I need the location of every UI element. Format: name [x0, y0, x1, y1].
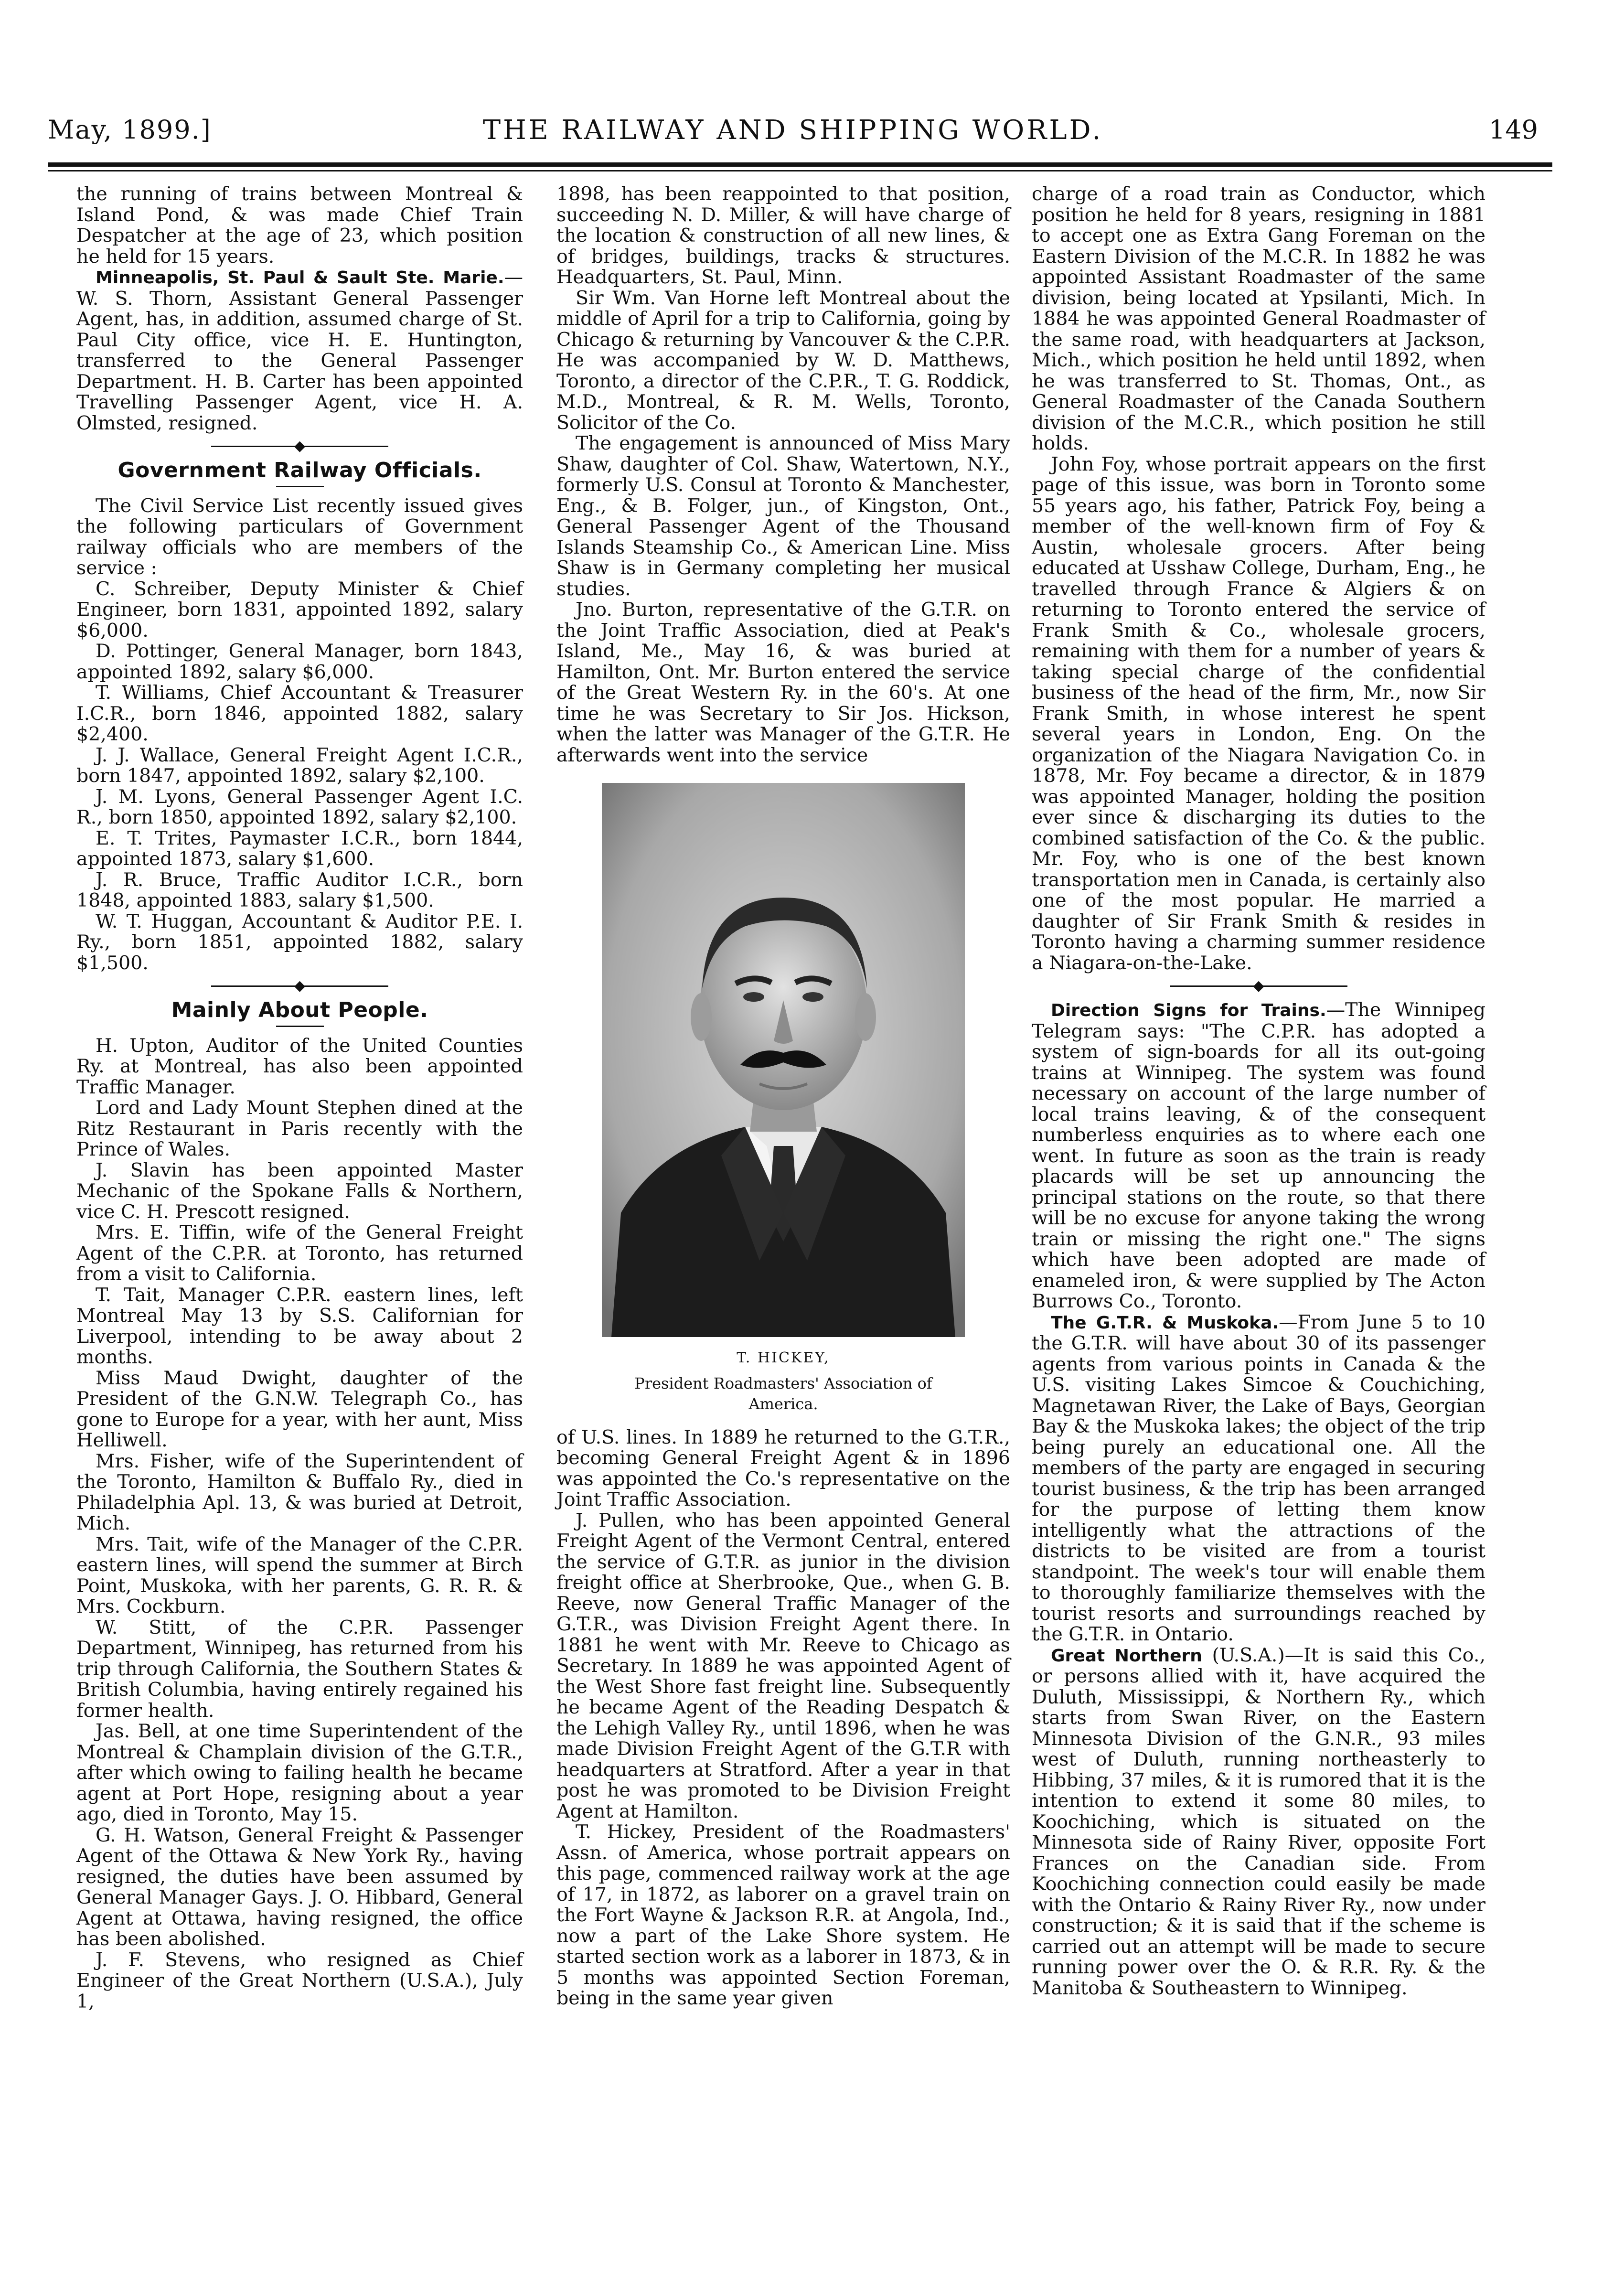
people-item: G. H. Watson, General Freight & Passenger Agent of the Ottawa & New York Ry., having resigned, the duties have been assumed by General Manager Gays. J. O. Hibbard, General Agent at Ottawa, having resigned, the office has been abolished. [76, 1824, 523, 1950]
section-divider: ◆ [76, 978, 523, 993]
column-1 [76, 184, 523, 2012]
section-divider: ◆ [1032, 978, 1485, 993]
portrait-caption-role: President Roadmasters' Association of America. [634, 1374, 932, 1413]
article-paragraph: Sir Wm. Van Horne left Montreal about the middle of April for a trip to California, going by Chicago & returning by Vancouver & the C.P.R. He was accompanied by W. D. Matthews, Toronto, a director of the C.P.R., T. G. Roddick, M.D., Montreal, & R. M. Wells, Toronto, Solicitor of the Co. [556, 287, 1010, 434]
people-item: Mrs. Fisher, wife of the Superintendent of the Toronto, Hamilton & Buffalo Ry., died in Philadelphia Apl. 13, & was buried at Detroit, Mich. [76, 1450, 523, 1534]
direction-signs-item [1032, 1000, 1485, 1312]
people-item: J. Slavin has been appointed Master Mechanic of the Spokane Falls & Northern, vice C. H. Prescott resigned. [76, 1159, 523, 1223]
people-item: Jas. Bell, at one time Superintendent of the Montreal & Champlain division of the G.T.R., after which owing to failing health he became agent at Port Hope, resigning about a year ago, died in Toronto, May 15. [76, 1720, 523, 1825]
people-item: W. Stitt, of the C.P.R. Passenger Department, Winnipeg, has returned from his trip through California, the Southern States & British Columbia, having entirely regained his former health. [76, 1616, 523, 1722]
article-paragraph: 1898, has been reappointed to that position, succeeding N. D. Miller, & will have charge of the location & construction of all new lines, & of bridges, buildings, tracks & structures. Headquarters, St. Paul, Minn. [556, 183, 1010, 288]
heading-rule [276, 1026, 324, 1027]
gtr-muskoka-item [1032, 1312, 1485, 1645]
gov-item: C. Schreiber, Deputy Minister & Chief Engineer, born 1831, appointed 1892, salary $6,000. [76, 578, 523, 642]
people-item: T. Tait, Manager C.P.R. eastern lines, left Montreal May 13 by S.S. Californian for Liverpool, intending to be away about 2 months. [76, 1284, 523, 1368]
gov-item: E. T. Trites, Paymaster I.C.R., born 1844, appointed 1873, salary $1,600. [76, 827, 523, 870]
column-3 [1032, 184, 1485, 1999]
item-text: —From June 5 to 10 the G.T.R. will have about 30 of its passenger agents from various points in Canada & the U.S. visiting Lakes Simcoe & Couchiching, Magnetawan River, the Lake of Bays, Georgian Bay & the Muskoka lakes; the object of the trip being purely an educational one. All the members of the party are engaged in securing tourist business, & the trip has been arranged for the purpose of letting them know intelligently what the attractions of the districts to be visited are from a tourist standpoint. The week's tour will enable them to thoroughly familiarize themselves with the tourist resorts and surroundings reached by the G.T.R. in Ontario. [1032, 1311, 1485, 1645]
gov-item: W. T. Huggan, Accountant & Auditor P.E. I. Ry., born 1851, appointed 1882, salary $1,500. [76, 910, 523, 974]
people-item: J. F. Stevens, who resigned as Chief Engineer of the Great Northern (U.S.A.), July 1, [76, 1948, 523, 2012]
item-text: (U.S.A.)—It is said this Co., or persons allied with it, have acquired the Duluth, Mississippi, & Northern Ry., which starts from Swan River, on the Eastern Minnesota Division of the G.N.R., 93 miles west of Duluth, running northeasterly to Hibbing, 37 miles, & it is rumored that it is the intention to extend it some 80 miles, to Koochiching, which is situated on the Minnesota side of Rainy River, opposite Fort Frances on the Canadian side. From Koochiching connection could easily be made with the Ontario & Rainy River Ry., now under construction; & it is said that if the scheme is carried out an attempt will be made to secure running power over the O. & R.R. Ry. & the Manitoba & Southeastern to Winnipeg. [1032, 1644, 1485, 1999]
article-paragraph: of U.S. lines. In 1889 he returned to the G.T.R., becoming General Freight Agent & in 1896 was appointed the Co.'s representative on the Joint Traffic Association. [556, 1426, 1010, 1510]
article-paragraph: John Foy, whose portrait appears on the first page of this issue, was born in Toronto some 55 years ago, his father, Patrick Foy, being a member of the well-known firm of Foy & Austin, wholesale grocers. After being educated at Usshaw College, Durham, Eng., he travelled through France & Algiers & on returning to Toronto entered the service of Frank Smith & Co., wholesale grocers, remaining with them for a number of years & taking special charge of the confidential business of the head of the firm, Mr., now Sir Frank Smith, in whose interest he spent several years in London, Eng. On the organization of the Niagara Navigation Co. in 1878, Mr. Foy became a director, & in 1879 was appointed Manager, holding the position ever since & discharging its duties to the combined satisfaction of the Co. & the public. Mr. Foy, who is one of the best known transportation men in Canada, is certainly also one of the most popular. He married a daughter of Sir Frank Smith & resides in Toronto having a charming summer residence a Niagara-on-the-Lake. [1032, 453, 1485, 974]
section-divider: ◆ [76, 439, 523, 453]
column-2 [556, 184, 1010, 2009]
item-lead: The G.T.R. & Muskoka. [1051, 1313, 1279, 1333]
people-item: H. Upton, Auditor of the United Counties Ry. at Montreal, has also been appointed Traffic Manager. [76, 1034, 523, 1098]
page-number: 149 [1488, 115, 1538, 145]
intro-paragraph: the running of trains between Montreal & Island Pond, & was made Chief Train Despatcher at the age of 23, which position he held for 15 years. [76, 183, 523, 268]
item-lead: Minneapolis, St. Paul & Sault Ste. Marie. [96, 268, 504, 288]
article-paragraph: T. Hickey, President of the Roadmasters' Assn. of America, whose portrait appears on this page, commenced railway work at the age of 17, in 1872, as laborer on a gravel train on the Fort Wayne & Jackson R.R. at Angola, Ind., now a part of the Lake Shore system. He started section work as a laborer in 1873, & in 5 months was appointed Section Foreman, being in the same year given [556, 1821, 1010, 2009]
portrait-caption-name: T. HICKEY, [737, 1349, 830, 1366]
gov-item: D. Pottinger, General Manager, born 1843, appointed 1892, salary $6,000. [76, 640, 523, 683]
people-item: Mrs. Tait, wife of the Manager of the C.P.R. eastern lines, will spend the summer at Birch Point, Muskoka, with her parents, G. R. R. & Mrs. Cockburn. [76, 1533, 523, 1617]
gov-item: J. M. Lyons, General Passenger Agent I.C. R., born 1850, appointed 1892, salary $2,100. [76, 785, 523, 828]
section-heading-people: Mainly About People. [171, 998, 428, 1022]
minneapolis-item [76, 267, 523, 434]
gov-item: T. Williams, Chief Accountant & Treasurer I.C.R., born 1846, appointed 1882, salary $2,400. [76, 682, 523, 745]
people-item: Miss Maud Dwight, daughter of the President of the G.N.W. Telegraph Co., has gone to Europe for a year, with her aunt, Miss Helliwell. [76, 1367, 523, 1451]
portrait-figure [602, 783, 965, 1415]
item-text: —The Winnipeg Telegram says: "The C.P.R. has adopted a system of sign-boards for all its out-going trains at Winnipeg. The system was found necessary on account of the large number of local trains leaving, & of the consequent numberless enquiries as to where each one went. In future as soon as the train is ready placards will be set up announcing the principal stations on the route, so that there will be no excuse for anyone taking the wrong train or missing the right one." The signs which have been adopted are made of enameled iron, & were supplied by The Acton Burrows Co., Toronto. [1032, 999, 1485, 1312]
item-lead: Direction Signs for Trains. [1051, 1001, 1326, 1020]
issue-date: May, 1899.] [48, 115, 212, 145]
article-paragraph: charge of a road train as Conductor, which position he held for 8 years, resigning in 1881 to accept one as Extra Gang Foreman on the Eastern Division of the M.C.R. In 1882 he was appointed Assistant Roadmaster of the same division, being located at Ypsilanti, Mich. In 1884 he was appointed General Roadmaster of the same road, with headquarters at Jackson, Mich., which position he held until 1892, when he was transferred to St. Thomas, Ont., as General Roadmaster of the Canada Southern division of the M.C.R., which position he still holds. [1032, 183, 1485, 454]
heading-rule [276, 486, 324, 487]
article-paragraph: J. Pullen, who has been appointed General Freight Agent of the Vermont Central, entered the service of G.T.R. as junior in the division freight office at Sherbrooke, Que., when G. B. Reeve, now General Traffic Manager of the G.T.R., was Division Freight Agent there. In 1881 he went with Mr. Reeve to Chicago as Secretary. In 1889 he was appointed Agent of the West Shore fast freight line. Subsequently he became Agent of the Reading Despatch & the Lehigh Valley Ry., until 1896, when he was made Division Freight Agent of the G.T.R with headquarters at Stratford. After a year in that post he was promoted to be Division Freight Agent at Hamilton. [556, 1509, 1010, 1822]
portrait-photo [602, 783, 965, 1337]
section-heading-government: Government Railway Officials. [118, 458, 482, 482]
gov-item: J. J. Wallace, General Freight Agent I.C.R., born 1847, appointed 1892, salary $2,100. [76, 744, 523, 787]
great-northern-item [1032, 1645, 1485, 1999]
people-item: Mrs. E. Tiffin, wife of the General Freight Agent of the C.P.R. at Toronto, has returned from a visit to California. [76, 1221, 523, 1285]
gov-item: J. R. Bruce, Traffic Auditor I.C.R., born 1848, appointed 1883, salary $1,500. [76, 868, 523, 911]
gov-intro: The Civil Service List recently issued gives the following particulars of Government railway officials who are members of the service : [76, 494, 523, 579]
article-paragraph: The engagement is announced of Miss Mary Shaw, daughter of Col. Shaw, Watertown, N.Y., formerly U.S. Consul at Toronto & Manchester, Eng., & B. Folger, jun., of Kingston, Ont., General Passenger Agent of the Thousand Islands Steamship Co., & American Line. Miss Shaw is in Germany completing her musical studies. [556, 432, 1010, 600]
header-rule-thin [48, 170, 1552, 171]
item-lead: Great Northern [1051, 1646, 1202, 1666]
publication-title: THE RAILWAY AND SHIPPING WORLD. [482, 115, 1103, 146]
article-paragraph: Jno. Burton, representative of the G.T.R. on the Joint Traffic Association, died at Peak's Island, Me., May 16, & was buried at Hamilton, Ont. Mr. Burton entered the service of the Great Western Ry. in the 60's. At one time he was Secretary to Sir Jos. Hickson, when the latter was Manager of the G.T.R. He afterwards went into the service [556, 599, 1010, 766]
item-text: —W. S. Thorn, Assistant General Passenger Agent, has, in addition, assumed charge of St. Paul City office, vice H. E. Huntington, transferred to the General Passenger Department. H. B. Carter has been appointed Travelling Passenger Agent, vice H. A. Olmsted, resigned. [76, 266, 523, 434]
people-item: Lord and Lady Mount Stephen dined at the Ritz Restaurant in Paris recently with the Prince of Wales. [76, 1097, 523, 1160]
header-rule [48, 162, 1552, 167]
page-header [48, 115, 1538, 158]
